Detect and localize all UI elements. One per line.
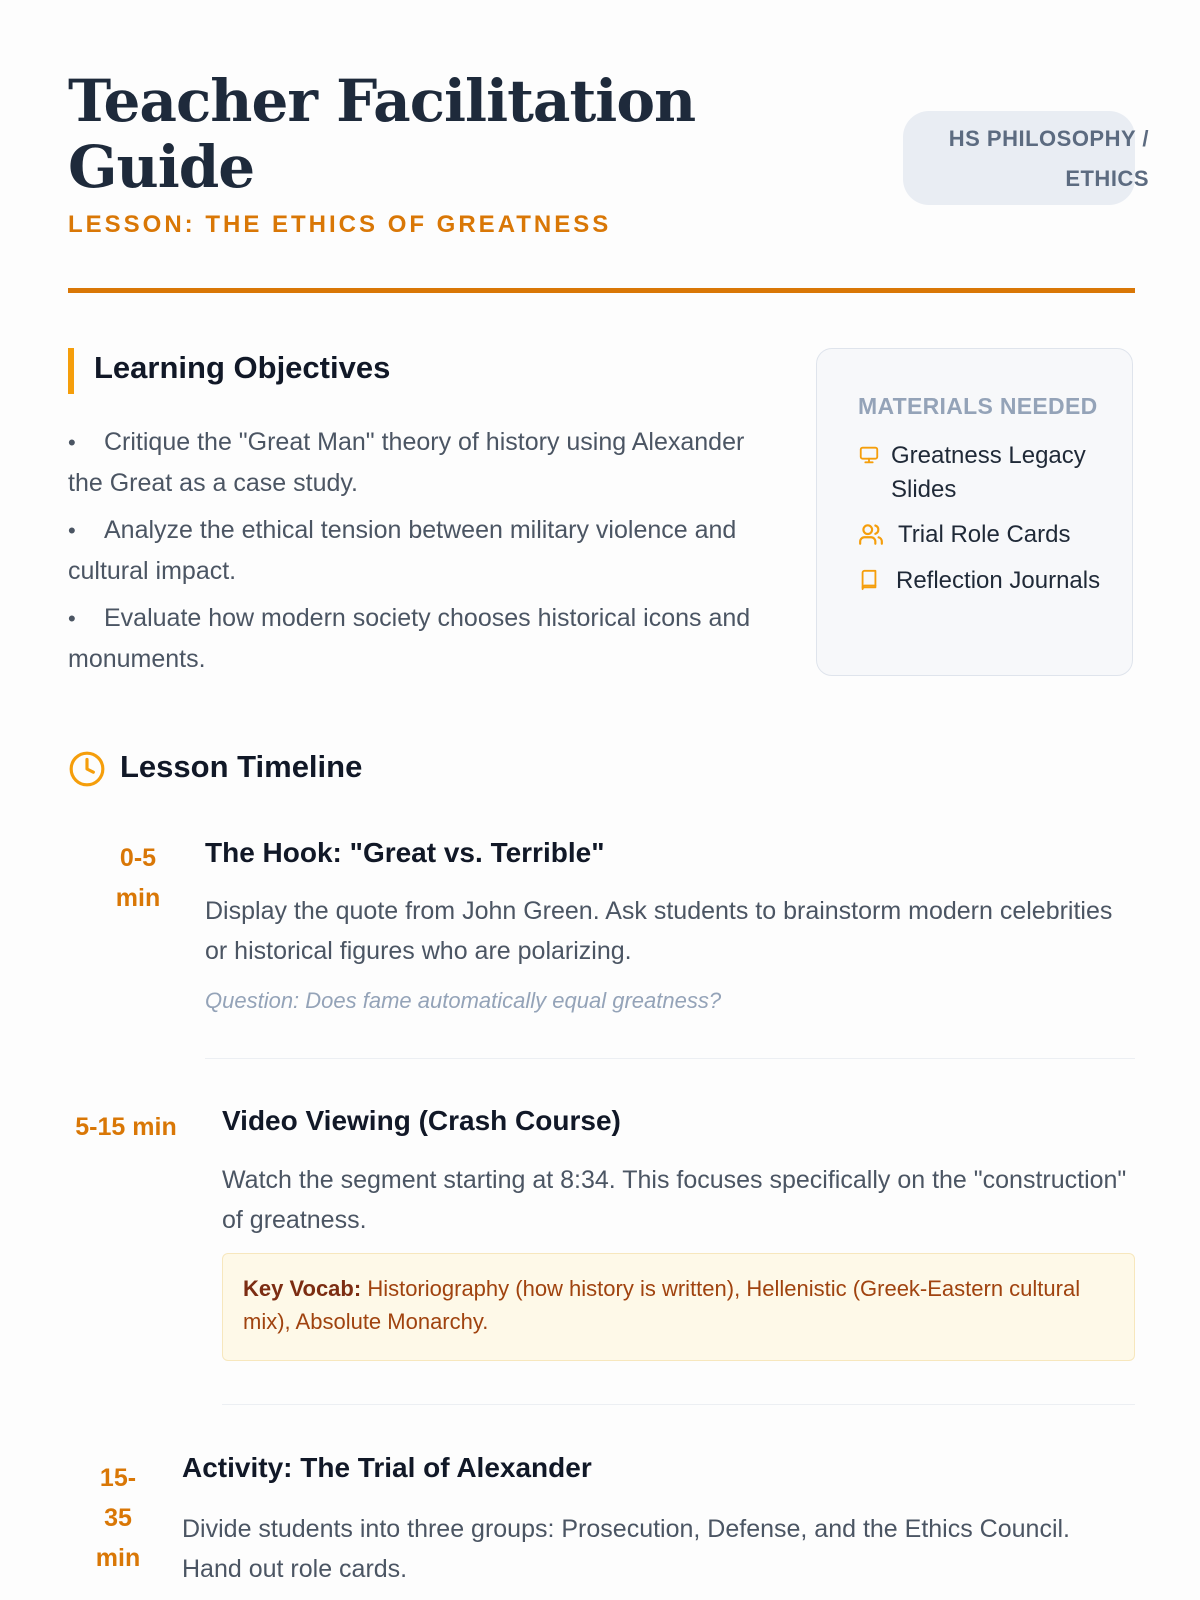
objectives-heading: Learning Objectives: [94, 350, 391, 385]
course-badge-label: HS PHILOSOPHY / ETHICS: [948, 126, 1149, 191]
step-time: 0-5 min: [115, 844, 161, 912]
key-vocab-label: Key Vocab:: [243, 1276, 362, 1301]
material-label: Trial Role Cards: [898, 521, 1071, 548]
step-time: 5-15 min: [75, 1113, 177, 1141]
key-vocab-callout: [222, 1253, 1135, 1361]
page-title: Teacher Facilitation Guide: [68, 67, 696, 201]
objective-text: Evaluate how modern society chooses historical icons and monuments.: [68, 604, 751, 673]
bullet-icon: •: [68, 518, 76, 543]
objective-item: [68, 510, 768, 591]
step-description: Divide students into three groups: Prosecution, Defense, and the Ethics Council. Hand out role cards.: [182, 1515, 1071, 1583]
step-time: 15-35 min: [95, 1464, 141, 1572]
objective-text: Critique the "Great Man" theory of history using Alexander the Great as a case study.: [68, 428, 745, 497]
step-title: The Hook: "Great vs. Terrible": [205, 837, 605, 868]
step-divider: [222, 1404, 1135, 1405]
materials-heading: MATERIALS NEEDED: [858, 393, 1098, 419]
course-badge: [903, 111, 1149, 205]
clock-icon: [68, 750, 106, 788]
lesson-subtitle: LESSON: THE ETHICS OF GREATNESS: [68, 211, 612, 238]
step-divider: [205, 1058, 1135, 1059]
material-label: Reflection Journals: [896, 567, 1101, 594]
step-description: Watch the segment starting at 8:34. This focuses specifically on the "construction" of greatness.: [222, 1166, 1127, 1234]
timeline-heading: Lesson Timeline: [120, 749, 363, 784]
header-divider: [68, 288, 1135, 293]
bullet-icon: •: [68, 606, 76, 631]
key-vocab-text: Historiography (how history is written), Hellenistic (Greek-Eastern cultural mix), Absolute Monarchy.: [243, 1276, 1081, 1334]
objective-text: Analyze the ethical tension between military violence and cultural impact.: [68, 516, 737, 585]
step-question: Question: Does fame automatically equal greatness?: [205, 988, 722, 1013]
bullet-icon: •: [68, 430, 76, 455]
materials-card: [816, 348, 1133, 676]
objective-item: [68, 422, 768, 503]
objectives-accent-bar: [68, 348, 74, 394]
facilitation-guide-page: [68, 0, 1149, 1600]
step-title: Activity: The Trial of Alexander: [182, 1452, 592, 1483]
monitor-icon: [858, 444, 880, 466]
material-label: Greatness Legacy Slides: [891, 442, 1086, 503]
step-description: Display the quote from John Green. Ask students to brainstorm modern celebrities or historical figures who are polarizing.: [205, 897, 1113, 965]
step-title: Video Viewing (Crash Course): [222, 1105, 621, 1136]
users-icon: [858, 521, 884, 547]
book-icon: [858, 569, 880, 591]
objective-item: [68, 598, 768, 679]
objectives-list: [68, 422, 768, 686]
